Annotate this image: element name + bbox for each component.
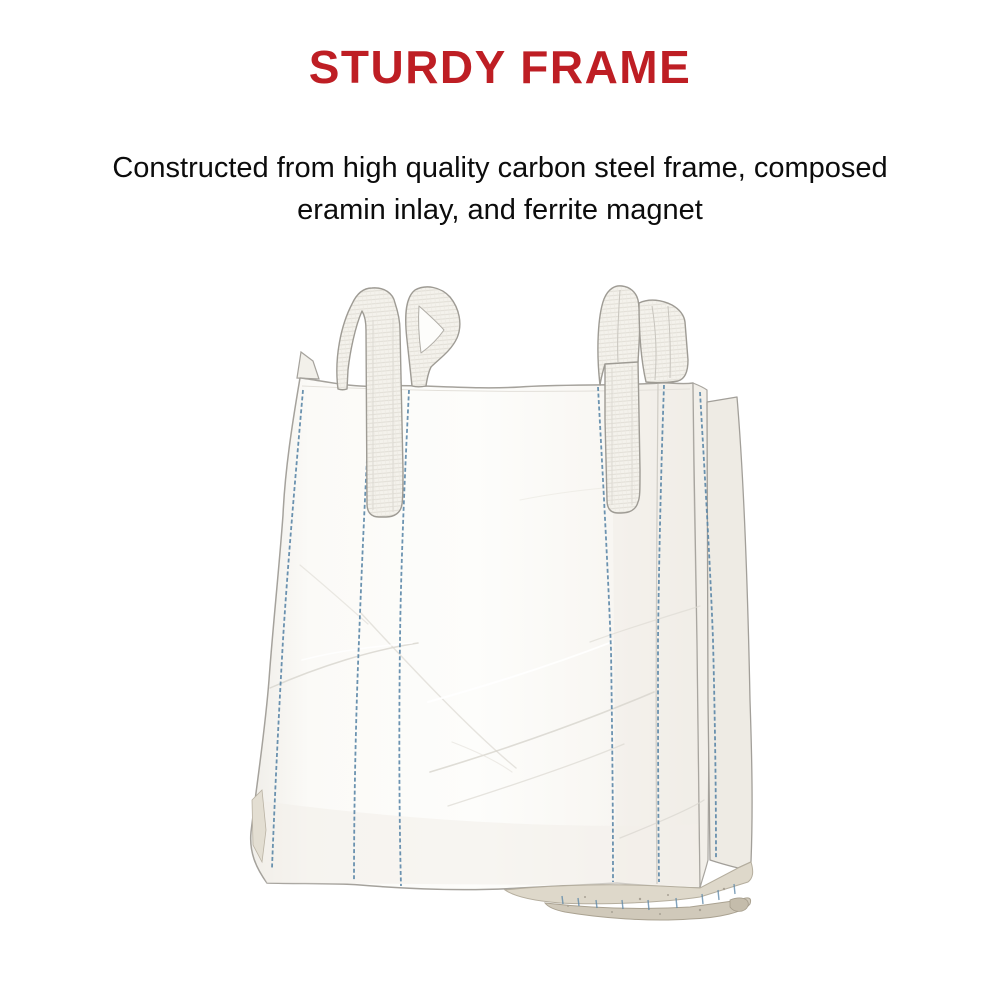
bag-body: [251, 352, 753, 920]
headline: STURDY FRAME: [308, 41, 692, 93]
fold-curl: [730, 898, 748, 911]
right-strip-outer: [707, 397, 752, 868]
top-left-flap: [297, 352, 319, 379]
description-line-1: Constructed from high quality carbon steel frame, composed: [112, 152, 888, 184]
strap-right-flap: [639, 300, 688, 383]
strap-right-band: [605, 360, 640, 513]
description-line-2: eramin inlay, and ferrite magnet: [297, 194, 703, 226]
